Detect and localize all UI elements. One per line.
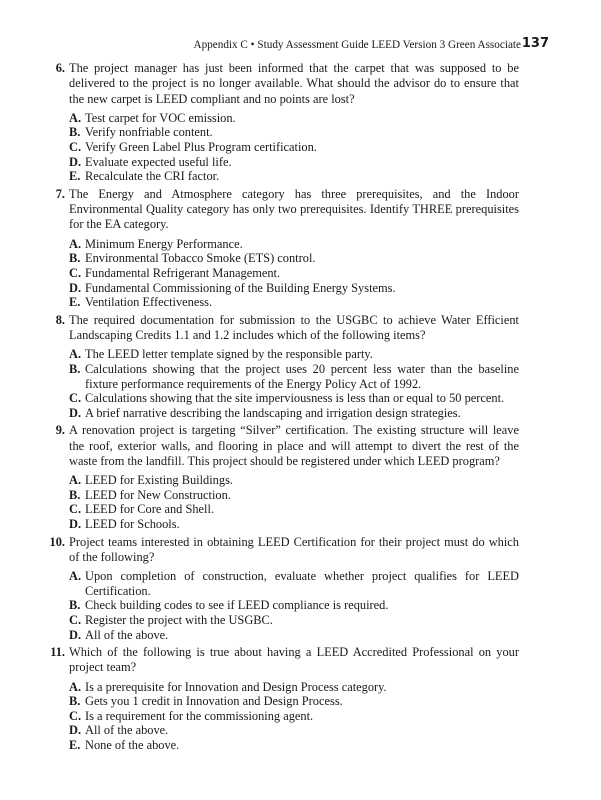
answer-option: [69, 723, 519, 738]
question-number: 8.: [55, 312, 65, 327]
answer-options: [69, 569, 519, 642]
answer-option: [69, 628, 519, 643]
answer-option: [69, 391, 519, 406]
question-number: 7.: [55, 186, 65, 201]
option-text: A brief narrative describing the landscaping and irrigation design strategies.: [85, 405, 461, 420]
option-letter: B.: [69, 361, 81, 376]
option-letter: D.: [69, 154, 82, 169]
question-text: A renovation project is targeting “Silver” certification. The existing structure will leave the roof, exterior walls, and flooring in place and will attempt to divert the rest of the waste from the landfill. This project should be registered under which LEED program?: [69, 423, 519, 468]
answer-option: [69, 295, 519, 310]
option-letter: D.: [69, 405, 82, 420]
question-text: Which of the following is true about having a LEED Accredited Professional on your project team?: [69, 645, 519, 675]
option-text: LEED for Existing Buildings.: [85, 473, 233, 488]
option-letter: D.: [69, 516, 82, 531]
option-letter: D.: [69, 280, 82, 295]
option-text: Upon completion of construction, evaluate whether project qualifies for LEED Certification.: [85, 569, 519, 598]
option-letter: C.: [69, 708, 82, 723]
question-item: [37, 61, 519, 184]
answer-option: [69, 694, 519, 709]
option-letter: D.: [69, 723, 82, 738]
option-letter: E.: [69, 295, 81, 310]
answer-option: [69, 266, 519, 281]
answer-option: [69, 598, 519, 613]
answer-options: [69, 680, 519, 753]
option-text: None of the above.: [85, 738, 180, 753]
answer-option: [69, 169, 519, 184]
option-text: LEED for Core and Shell.: [85, 502, 215, 517]
option-text: Verify nonfriable content.: [85, 125, 213, 140]
question-item: [37, 313, 519, 421]
question-text: The Energy and Atmosphere category has three prerequisites, and the Indoor Environmental Quality category has only two prerequisites. Identify THREE prerequisites for the EA category.: [69, 186, 519, 232]
answer-option: [69, 680, 519, 695]
answer-option: [69, 502, 519, 517]
option-text: The LEED letter template signed by the responsible party.: [85, 347, 373, 362]
option-letter: D.: [69, 627, 82, 642]
option-text: LEED for New Construction.: [85, 487, 231, 502]
answer-option: [69, 473, 519, 488]
option-letter: C.: [69, 612, 82, 627]
option-letter: B.: [69, 694, 81, 709]
answer-options: [69, 473, 519, 531]
answer-options: [69, 111, 519, 184]
option-text: All of the above.: [85, 627, 169, 642]
answer-option: [69, 111, 519, 126]
option-text: Calculations showing that the project uses 20 percent less water than the baseline fixture performance requirements of the Energy Policy Act of 1992.: [85, 361, 519, 391]
question-number: 10.: [49, 534, 65, 549]
option-text: Fundamental Refrigerant Management.: [85, 265, 281, 280]
answer-option: [69, 140, 519, 155]
page-number: 137: [521, 36, 549, 51]
answer-options: [69, 347, 519, 420]
option-letter: A.: [69, 569, 82, 584]
option-text: Environmental Tobacco Smoke (ETS) control.: [85, 251, 316, 266]
running-title: Appendix C • Study Assessment Guide LEED Version 3 Green Associate: [193, 39, 521, 51]
option-text: Check building codes to see if LEED compliance is required.: [85, 598, 389, 613]
question-item: [37, 423, 519, 531]
answer-option: [69, 613, 519, 628]
page-header: [0, 36, 601, 52]
question-number: 11.: [50, 645, 65, 660]
question-text: The project manager has just been informed that the carpet that was supposed to be delivered to the project is no longer available. What should the advisor do to ensure that the new carpet is LEED compliant and no points are lost?: [69, 61, 519, 106]
answer-option: [69, 125, 519, 140]
answer-option: [69, 738, 519, 753]
option-text: Fundamental Commissioning of the Building Energy Systems.: [85, 280, 396, 295]
question-number: 6.: [55, 61, 65, 75]
option-text: Register the project with the USGBC.: [85, 612, 273, 627]
answer-option: [69, 569, 519, 598]
option-text: Ventilation Effectiveness.: [85, 295, 213, 310]
option-letter: B.: [69, 598, 81, 613]
option-text: Gets you 1 credit in Innovation and Design Process.: [85, 694, 343, 709]
option-letter: C.: [69, 265, 82, 280]
option-text: Verify Green Label Plus Program certification.: [85, 140, 317, 155]
answer-option: [69, 709, 519, 724]
option-letter: E.: [69, 169, 81, 184]
question-number: 9.: [55, 423, 65, 438]
option-text: Is a requirement for the commissioning agent.: [85, 708, 314, 723]
answer-option: [69, 155, 519, 170]
option-text: All of the above.: [85, 723, 169, 738]
option-letter: A.: [69, 679, 82, 694]
answer-option: [69, 281, 519, 296]
option-letter: C.: [69, 140, 82, 155]
option-letter: C.: [69, 502, 82, 517]
option-text: Minimum Energy Performance.: [85, 236, 243, 251]
option-letter: A.: [69, 473, 82, 488]
option-letter: B.: [69, 125, 81, 140]
option-letter: A.: [69, 236, 82, 251]
option-letter: B.: [69, 487, 81, 502]
option-text: LEED for Schools.: [85, 516, 180, 531]
option-letter: A.: [69, 110, 82, 125]
question-item: [37, 535, 519, 643]
option-text: Test carpet for VOC emission.: [85, 110, 236, 125]
option-letter: E.: [69, 738, 81, 753]
question-item: [37, 645, 519, 753]
answer-option: [69, 251, 519, 266]
option-text: Evaluate expected useful life.: [85, 154, 232, 169]
answer-option: [69, 237, 519, 252]
answer-option: [69, 347, 519, 362]
answer-option: [69, 362, 519, 391]
option-text: Calculations showing that the site imperviousness is less than or equal to 50 percent.: [85, 391, 505, 406]
option-letter: B.: [69, 251, 81, 266]
question-text: Project teams interested in obtaining LEED Certification for their project must do which of the following?: [69, 534, 519, 564]
answer-options: [69, 237, 519, 310]
answer-option: [69, 406, 519, 421]
option-text: Recalculate the CRI factor.: [85, 169, 220, 184]
question-item: [37, 187, 519, 310]
option-text: Is a prerequisite for Innovation and Design Process category.: [85, 679, 387, 694]
question-text: The required documentation for submission to the USGBC to achieve Water Efficient Landscaping Credits 1.1 and 1.2 includes which of the following items?: [69, 312, 519, 343]
question-list: [37, 61, 519, 756]
option-letter: C.: [69, 391, 82, 406]
option-letter: A.: [69, 347, 82, 362]
answer-option: [69, 488, 519, 503]
answer-option: [69, 517, 519, 532]
